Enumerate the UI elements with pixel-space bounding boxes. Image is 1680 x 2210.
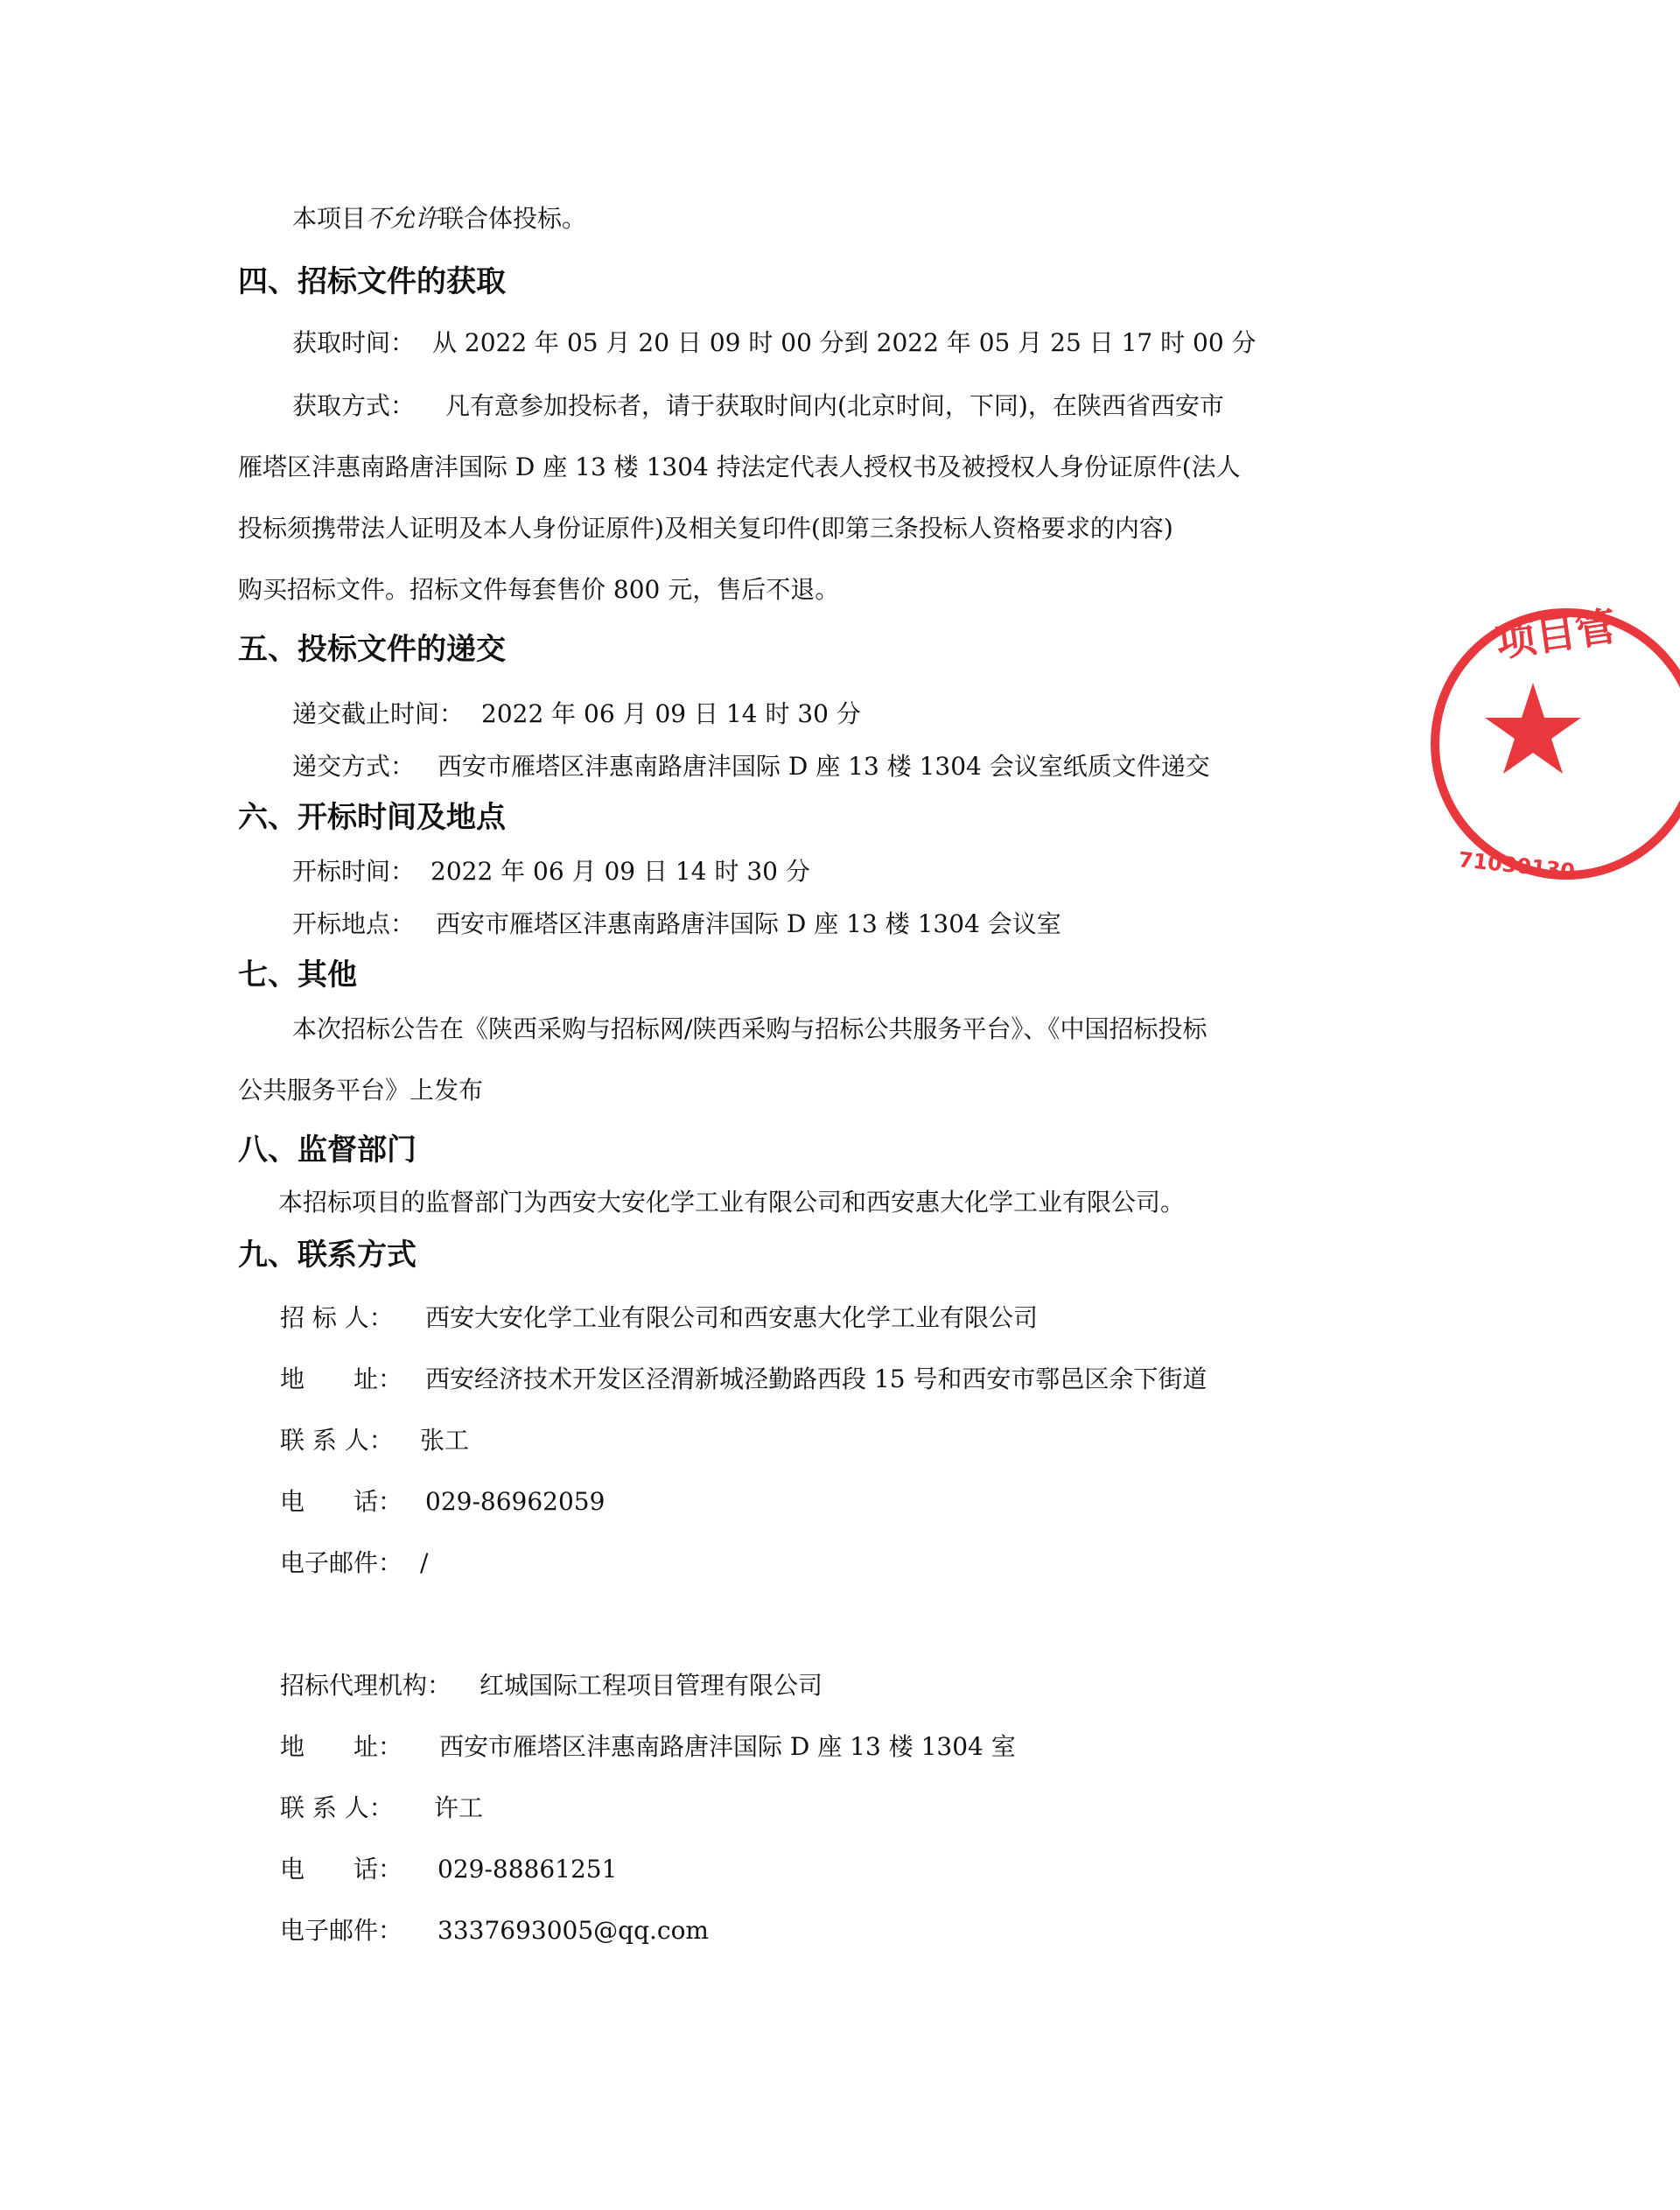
agency-name-line: [280, 1668, 822, 1703]
agency-name-value: 红城国际工程项目管理有限公司: [480, 1671, 823, 1700]
section-7-heading: 七、其他: [238, 958, 357, 993]
s4-time-label: 获取时间：: [292, 328, 416, 357]
s5-method-label: 递交方式：: [292, 752, 416, 781]
s7-line-1: 本次招标公告在《陕西采购与招标网/陕西采购与招标公共服务平台》、《中国招标投标: [292, 1014, 1208, 1043]
s6-time-line: [292, 854, 810, 889]
agency-addr-label: 地 址：: [280, 1732, 403, 1761]
intro-suffix: 联合体投标。: [439, 204, 587, 233]
section-6-heading: 六、开标时间及地点: [238, 800, 506, 835]
agency-email-line: [280, 1913, 709, 1948]
agency-contact-line: [280, 1791, 483, 1826]
section-5-heading: 五、投标文件的递交: [238, 632, 506, 667]
agency-phone-line: [280, 1852, 617, 1887]
s5-deadline-line: [292, 697, 861, 732]
tenderer-email-value: /: [420, 1548, 429, 1577]
tenderer-contact-label: 联 系 人：: [280, 1426, 394, 1455]
section-9-heading: 九、联系方式: [238, 1238, 416, 1273]
agency-addr-line: [280, 1729, 1016, 1764]
agency-addr-value: 西安市雁塔区沣惠南路唐沣国际 D 座 13 楼 1304 室: [439, 1732, 1016, 1761]
s6-time-value: 2022 年 06 月 09 日 14 时 30 分: [430, 857, 810, 886]
tenderer-addr-value: 西安经济技术开发区泾渭新城泾勤路西段 15 号和西安市鄠邑区余下街道: [425, 1365, 1208, 1393]
tenderer-contact-value: 张工: [420, 1426, 470, 1455]
s4-method-text-1: 凡有意参加投标者，请于获取时间内(北京时间，下同)，在陕西省西安市: [445, 391, 1224, 420]
s8-text: 本招标项目的监督部门为西安大安化学工业有限公司和西安惠大化学工业有限公司。: [278, 1188, 1186, 1217]
agency-phone-value: 029-88861251: [438, 1855, 618, 1884]
s4-time-line: [292, 326, 1256, 361]
s6-place-line: [292, 907, 1061, 942]
s6-place-label: 开标地点：: [292, 909, 416, 938]
tenderer-addr-label: 地 址：: [280, 1365, 403, 1393]
tenderer-addr-line: [280, 1362, 1207, 1397]
tenderer-name-line: [280, 1301, 1038, 1336]
agency-contact-value: 许工: [434, 1793, 484, 1822]
s6-place-value: 西安市雁塔区沣惠南路唐沣国际 D 座 13 楼 1304 会议室: [436, 909, 1061, 938]
svg-text:71030130: 71030130: [1457, 847, 1577, 884]
tenderer-phone-line: [280, 1484, 605, 1519]
s4-method-line-1: [292, 389, 1224, 424]
s5-deadline-value: 2022 年 06 月 09 日 14 时 30 分: [481, 699, 861, 728]
agency-email-label: 电子邮件：: [280, 1916, 403, 1945]
tenderer-email-line: [280, 1546, 428, 1581]
tenderer-email-label: 电子邮件：: [280, 1548, 403, 1577]
intro-emphasis: 不允许: [366, 204, 440, 233]
tenderer-phone-label: 电 话：: [280, 1487, 403, 1516]
intro-line: [292, 201, 586, 236]
agency-email-value: 3337693005@qq.com: [438, 1916, 709, 1945]
agency-name-label: 招标代理机构：: [280, 1671, 452, 1700]
company-seal: [1452, 586, 1680, 902]
s6-time-label: 开标时间：: [292, 857, 416, 886]
tenderer-name-label: 招 标 人：: [280, 1303, 394, 1332]
s4-method-line-3: 投标须携带法人证明及本人身份证原件)及相关复印件(即第三条投标人资格要求的内容): [238, 514, 1173, 543]
agency-contact-label: 联 系 人：: [280, 1793, 394, 1822]
tenderer-name-value: 西安大安化学工业有限公司和西安惠大化学工业有限公司: [425, 1303, 1039, 1332]
svg-text:项目管: 项目管: [1493, 602, 1620, 666]
s4-method-line-2: 雁塔区沣惠南路唐沣国际 D 座 13 楼 1304 持法定代表人授权书及被授权人身份证原件(法人: [238, 453, 1241, 481]
s4-time-value: 从 2022 年 05 月 20 日 09 时 00 分到 2022 年 05 月 25 日 17 时 00 分: [432, 328, 1256, 357]
s4-method-label: 获取方式：: [292, 391, 416, 420]
section-8-heading: 八、监督部门: [238, 1133, 416, 1168]
s5-deadline-label: 递交截止时间：: [292, 699, 465, 728]
agency-phone-label: 电 话：: [280, 1855, 403, 1884]
s4-method-line-4: 购买招标文件。招标文件每套售价 800 元，售后不退。: [238, 575, 840, 604]
s5-method-value: 西安市雁塔区沣惠南路唐沣国际 D 座 13 楼 1304 会议室纸质文件递交: [438, 752, 1210, 781]
section-4-heading: 四、招标文件的获取: [238, 264, 506, 299]
intro-prefix: 本项目: [292, 204, 367, 233]
s7-line-2: 公共服务平台》上发布: [238, 1076, 484, 1105]
tenderer-phone-value: 029-86962059: [425, 1487, 606, 1516]
s5-method-line: [292, 749, 1210, 784]
tenderer-contact-line: [280, 1423, 469, 1458]
